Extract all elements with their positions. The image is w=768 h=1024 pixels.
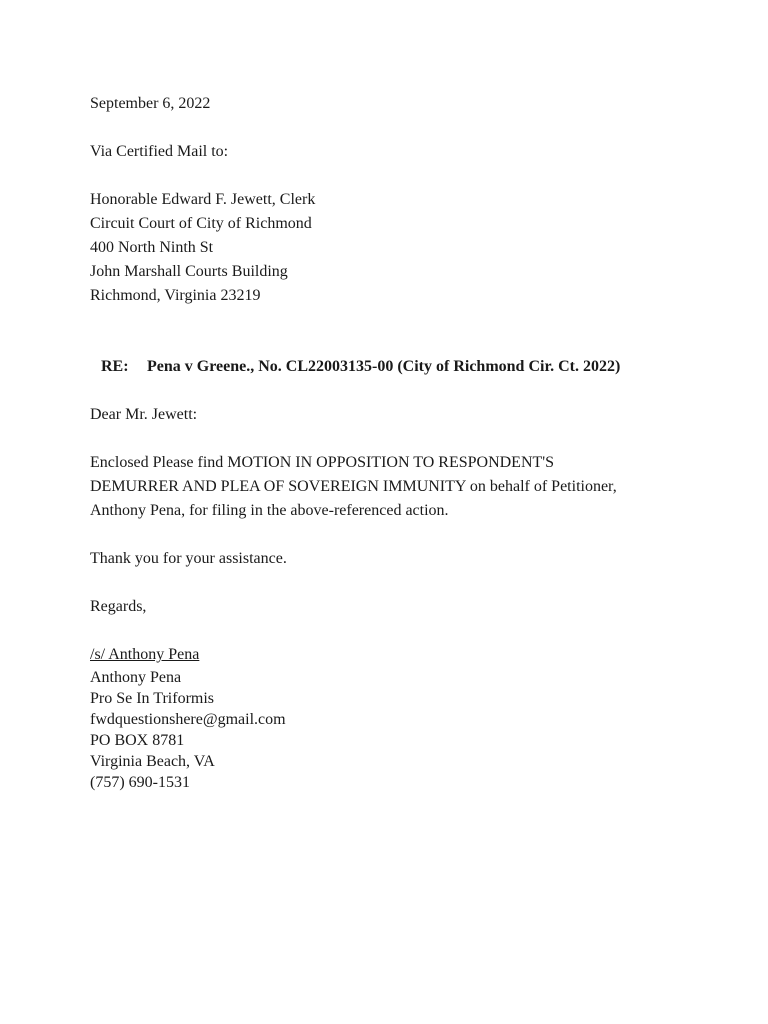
closing: Regards, [90, 598, 147, 615]
signer-phone: (757) 690-1531 [90, 774, 190, 791]
recipient-city: Richmond, Virginia 23219 [90, 287, 261, 304]
recipient-street: 400 North Ninth St [90, 239, 214, 256]
re-label: RE: [101, 358, 129, 375]
recipient-court: Circuit Court of City of Richmond [90, 215, 312, 232]
body-line: Enclosed Please find MOTION IN OPPOSITION TO RESPONDENT'S [90, 454, 555, 471]
body-line: DEMURRER AND PLEA OF SOVEREIGN IMMUNITY on behalf of Petitioner, [90, 478, 617, 495]
electronic-signature: /s/ Anthony Pena [90, 646, 200, 663]
signer-city: Virginia Beach, VA [90, 753, 215, 770]
re-line [101, 357, 620, 377]
body-line: Anthony Pena, for filing in the above-referenced action. [90, 502, 449, 519]
signer-name: Anthony Pena [90, 669, 182, 686]
thanks-line: Thank you for your assistance. [90, 550, 287, 567]
salutation: Dear Mr. Jewett: [90, 406, 198, 423]
re-case: Pena v Greene., No. CL22003135-00 (City of Richmond Cir. Ct. 2022) [147, 358, 621, 375]
delivery-method: Via Certified Mail to: [90, 143, 229, 160]
signer-email: fwdquestionshere@gmail.com [90, 711, 286, 728]
recipient-name: Honorable Edward F. Jewett, Clerk [90, 191, 316, 208]
signer-title: Pro Se In Triformis [90, 690, 215, 707]
signer-po-box: PO BOX 8781 [90, 732, 185, 749]
recipient-building: John Marshall Courts Building [90, 263, 288, 280]
letter-date: September 6, 2022 [90, 95, 211, 112]
